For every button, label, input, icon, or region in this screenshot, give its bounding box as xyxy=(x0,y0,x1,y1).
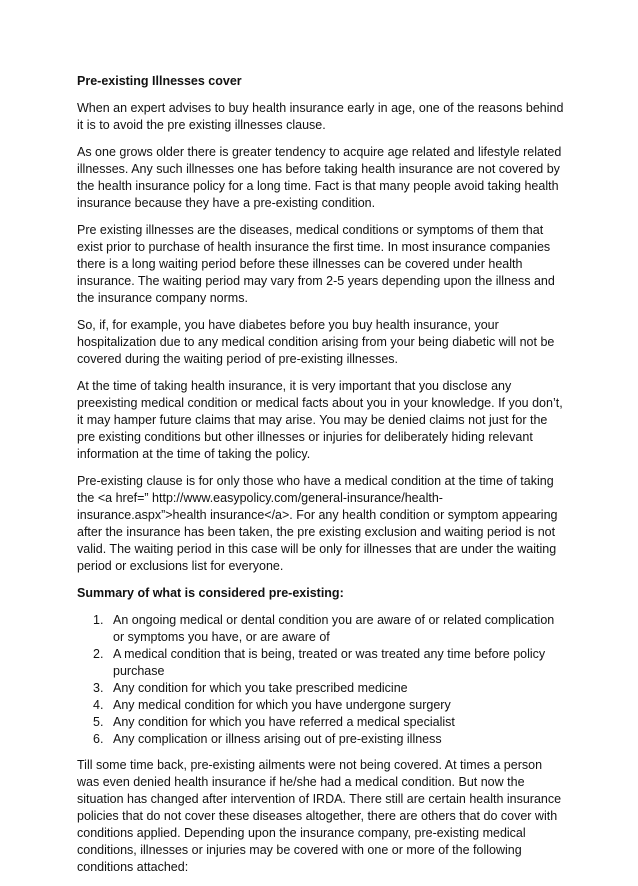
list-item-number: 1. xyxy=(93,613,104,627)
paragraph-disclosure: At the time of taking health insurance, it is very important that you disclose any preexisting medical condition or medical facts about you in your knowledge. If you don’t, it may hamper future claims that may arise. You may be denied claims not just for the pre existing conditions but other illnesses or injuries for deliberately hiding relevant information at the time of taking the policy. xyxy=(77,379,563,461)
list-item-text: An ongoing medical or dental condition you are aware of or related complication or symptoms you have, or are aware of xyxy=(113,613,555,644)
list-item xyxy=(93,697,565,714)
list-item-text: Any medical condition for which you have undergone surgery xyxy=(113,698,451,712)
pre-existing-summary-list xyxy=(77,612,565,748)
paragraph-irda-change: Till some time back, pre-existing ailments were not being covered. At times a person was even denied health insurance if he/she had a medical condition. But now the situation has changed after intervention of IRDA. There still are certain health insurance policies that do not cover these diseases altogether, there are others that do cover with conditions applied. Depending upon the insurance company, pre-existing medical conditions, illnesses or injuries may be covered with one or more of the following conditions attached: xyxy=(77,758,562,874)
list-item-text: Any condition for which you have referred a medical specialist xyxy=(113,715,455,729)
section-heading-pre-existing-illnesses: Pre-existing Illnesses cover xyxy=(77,74,242,88)
list-item xyxy=(93,731,565,748)
list-item-text: Any condition for which you take prescribed medicine xyxy=(113,681,408,695)
paragraph-clause-scope: Pre-existing clause is for only those who have a medical condition at the time of taking the <a href=” http://www.easypolicy.com/general-insurance/health-insurance.aspx”>health insurance</a>. For any health condition or symptom appearing after the insurance has been taken, the pre existing exclusion and waiting period is not valid. The waiting period in this case will be only for illnesses that are under the waiting period or exclusions list for everyone. xyxy=(77,474,558,573)
document-page xyxy=(77,73,565,886)
paragraph-definition: Pre existing illnesses are the diseases, medical conditions or symptoms of them that exist prior to purchase of health insurance the first time. In most insurance companies there is a long waiting period before these illnesses can be covered under health insurance. The waiting period may vary from 2-5 years depending upon the illness and the insurance company norms. xyxy=(77,223,555,305)
list-item-text: Any complication or illness arising out of pre-existing illness xyxy=(113,732,442,746)
list-item-number: 3. xyxy=(93,681,104,695)
list-item xyxy=(93,612,565,646)
list-item-number: 4. xyxy=(93,698,104,712)
list-item-number: 5. xyxy=(93,715,104,729)
list-item xyxy=(93,680,565,697)
section-heading-summary: Summary of what is considered pre-existing: xyxy=(77,586,344,600)
list-item-number: 2. xyxy=(93,647,104,661)
paragraph-expert-advice: When an expert advises to buy health insurance early in age, one of the reasons behind it is to avoid the pre existing illnesses clause. xyxy=(77,101,564,132)
list-item xyxy=(93,714,565,731)
list-item-text: A medical condition that is being, treated or was treated any time before policy purchase xyxy=(113,647,546,678)
list-item-number: 6. xyxy=(93,732,104,746)
list-item xyxy=(93,646,565,680)
paragraph-diabetes-example: So, if, for example, you have diabetes before you buy health insurance, your hospitalization due to any medical condition arising from your being diabetic will not be covered during the waiting period of pre-existing illnesses. xyxy=(77,318,555,366)
paragraph-age-related: As one grows older there is greater tendency to acquire age related and lifestyle related illnesses. Any such illnesses one has before taking health insurance are not covered by the health insurance policy for a long time. Fact is that many people avoid taking health insurance because they have a pre-existing condition. xyxy=(77,145,562,210)
